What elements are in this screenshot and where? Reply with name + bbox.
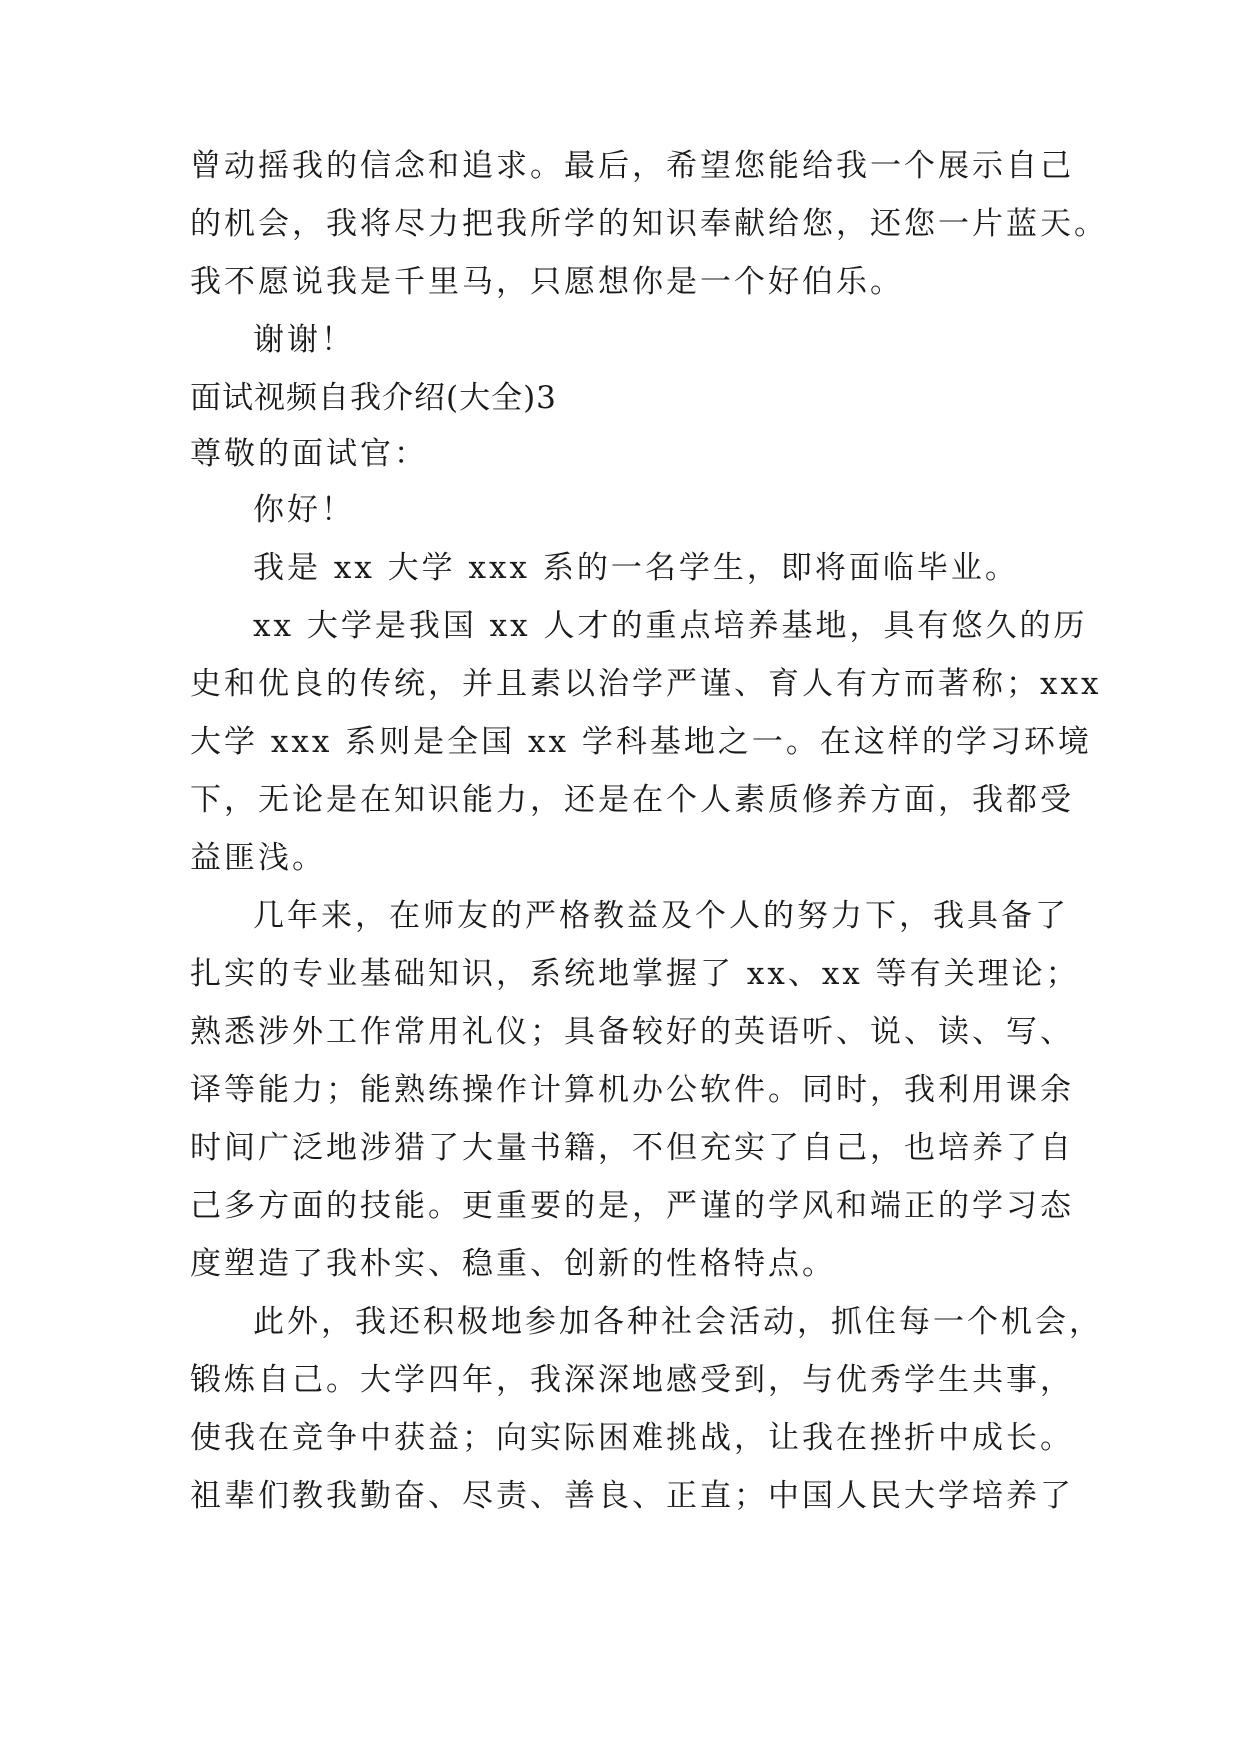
text-line: 几年来，在师友的严格教益及个人的努力下，我具备了 bbox=[253, 898, 1069, 934]
text-line: 己多方面的技能。更重要的是，严谨的学风和端正的学习态 bbox=[190, 1188, 1074, 1224]
text-line: 下，无论是在知识能力，还是在个人素质修养方面，我都受 bbox=[190, 782, 1074, 818]
text-line: 译等能力；能熟练操作计算机办公软件。同时，我利用课余 bbox=[190, 1072, 1074, 1108]
text-line: 我不愿说我是千里马，只愿想你是一个好伯乐。 bbox=[190, 264, 904, 300]
text-line: xx 大学是我国 xx 人才的重点培养基地，具有悠久的历 bbox=[253, 608, 1088, 644]
text-line: 使我在竞争中获益；向实际困难挑战，让我在挫折中成长。 bbox=[190, 1420, 1074, 1456]
text-line: 熟悉涉外工作常用礼仪；具备较好的英语听、说、读、写、 bbox=[190, 1014, 1074, 1050]
text-line: 时间广泛地涉猎了大量书籍，不但充实了自己，也培养了自 bbox=[190, 1130, 1074, 1166]
text-line: 益匪浅。 bbox=[190, 840, 326, 876]
text-line: 扎实的专业基础知识，系统地掌握了 xx、xx 等有关理论； bbox=[190, 956, 1080, 992]
text-line: 曾动摇我的信念和追求。最后，希望您能给我一个展示自己 bbox=[190, 148, 1074, 184]
salutation: 尊敬的面试官： bbox=[190, 436, 428, 472]
text-line: 大学 xxx 系则是全国 xx 学科基地之一。在这样的学习环境 bbox=[190, 724, 1092, 760]
text-line: 谢谢！ bbox=[253, 322, 355, 358]
text-line: 此外，我还积极地参加各种社会活动，抓住每一个机会， bbox=[253, 1304, 1103, 1340]
section-heading: 面试视频自我介绍(大全)3 bbox=[190, 380, 557, 416]
greeting: 你好！ bbox=[253, 492, 355, 528]
text-line: 度塑造了我朴实、稳重、创新的性格特点。 bbox=[190, 1246, 836, 1282]
text-line: 祖辈们教我勤奋、尽责、善良、正直；中国人民大学培养了 bbox=[190, 1478, 1074, 1514]
text-line: 我是 xx 大学 xxx 系的一名学生，即将面临毕业。 bbox=[253, 550, 1019, 586]
text-line: 史和优良的传统，并且素以治学严谨、育人有方而著称；xxx bbox=[190, 666, 1102, 702]
text-line: 的机会，我将尽力把我所学的知识奉献给您，还您一片蓝天。 bbox=[190, 206, 1108, 242]
text-line: 锻炼自己。大学四年，我深深地感受到，与优秀学生共事， bbox=[190, 1362, 1074, 1398]
